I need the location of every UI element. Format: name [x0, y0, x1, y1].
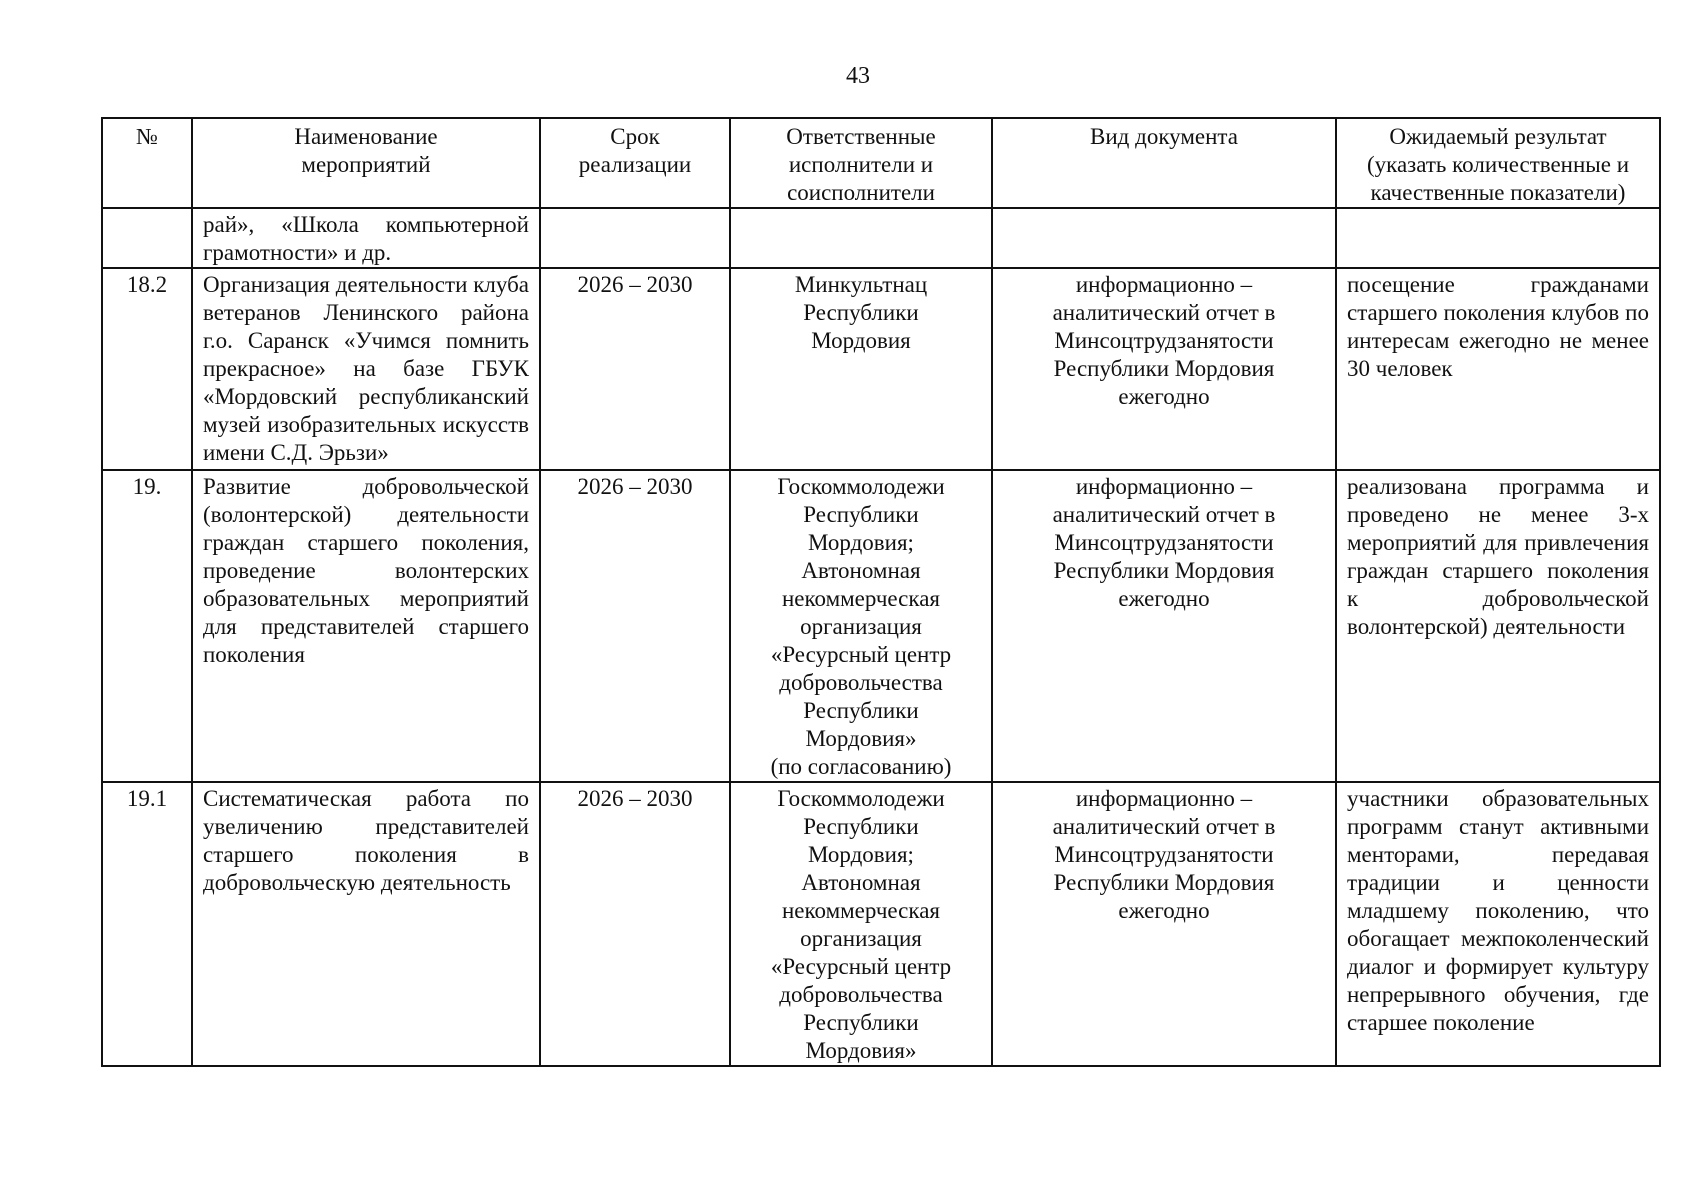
header-period: Срок реализации [540, 118, 730, 208]
cell-document: информационно – аналитический отчет в Минсоцтрудзанятости Республики Мордовия ежегодно [992, 470, 1336, 782]
header-num: № [102, 118, 192, 208]
table-row [102, 470, 1660, 782]
table-row-continuation [102, 208, 1660, 268]
cell-name: Систематическая работа по увеличению представителей старшего поколения в добровольческую деятельность [192, 782, 540, 1066]
cell-responsible: Госкоммолодежи Республики Мордовия; Автономная некоммерческая организация «Ресурсный центр добровольчества Республики Мордовия» [730, 782, 992, 1066]
cell-num: 19.1 [102, 782, 192, 1066]
cell-result: посещение гражданами старшего поколения клубов по интересам ежегодно не менее 30 человек [1336, 268, 1660, 470]
cell-name: рай», «Школа компьютерной грамотности» и др. [192, 208, 540, 268]
cell-result: реализована программа и проведено не менее 3-х мероприятий для привлечения граждан старшего поколения к добровольческой волонтерской) деятельности [1336, 470, 1660, 782]
table-row [102, 782, 1660, 1066]
header-document: Вид документа [992, 118, 1336, 208]
cell-document: информационно – аналитический отчет в Минсоцтрудзанятости Республики Мордовия ежегодно [992, 268, 1336, 470]
activities-table [101, 117, 1661, 1067]
cell-period: 2026 – 2030 [540, 268, 730, 470]
cell-result: участники образовательных программ станут активными менторами, передавая традиции и ценности младшему поколению, что обогащает межпоколенческий диалог и формирует культуру непрерывного обучения, где старшее поколение [1336, 782, 1660, 1066]
cell-responsible [730, 208, 992, 268]
cell-name: Организация деятельности клуба ветеранов Ленинского района г.о. Саранск «Учимся помнить прекрасное» на базе ГБУК «Мордовский республиканский музей изобразительных искусств имени С.Д. Эрьзи» [192, 268, 540, 470]
cell-name: Развитие добровольческой (волонтерской) деятельности граждан старшего поколения, проведение волонтерских образовательных мероприятий для представителей старшего поколения [192, 470, 540, 782]
table-row [102, 268, 1660, 470]
table-header-row [102, 118, 1660, 208]
cell-result [1336, 208, 1660, 268]
header-name: Наименование мероприятий [192, 118, 540, 208]
cell-period: 2026 – 2030 [540, 470, 730, 782]
page-number: 43 [846, 63, 870, 89]
cell-document: информационно – аналитический отчет в Минсоцтрудзанятости Республики Мордовия ежегодно [992, 782, 1336, 1066]
cell-num [102, 208, 192, 268]
header-responsible: Ответственные исполнители и соисполнители [730, 118, 992, 208]
cell-period: 2026 – 2030 [540, 782, 730, 1066]
cell-num: 19. [102, 470, 192, 782]
cell-period [540, 208, 730, 268]
cell-responsible: Госкоммолодежи Республики Мордовия; Автономная некоммерческая организация «Ресурсный центр добровольчества Республики Мордовия» (по согласованию) [730, 470, 992, 782]
cell-num: 18.2 [102, 268, 192, 470]
cell-responsible: Минкультнац Республики Мордовия [730, 268, 992, 470]
header-result: Ожидаемый результат (указать количественные и качественные показатели) [1336, 118, 1660, 208]
cell-document [992, 208, 1336, 268]
